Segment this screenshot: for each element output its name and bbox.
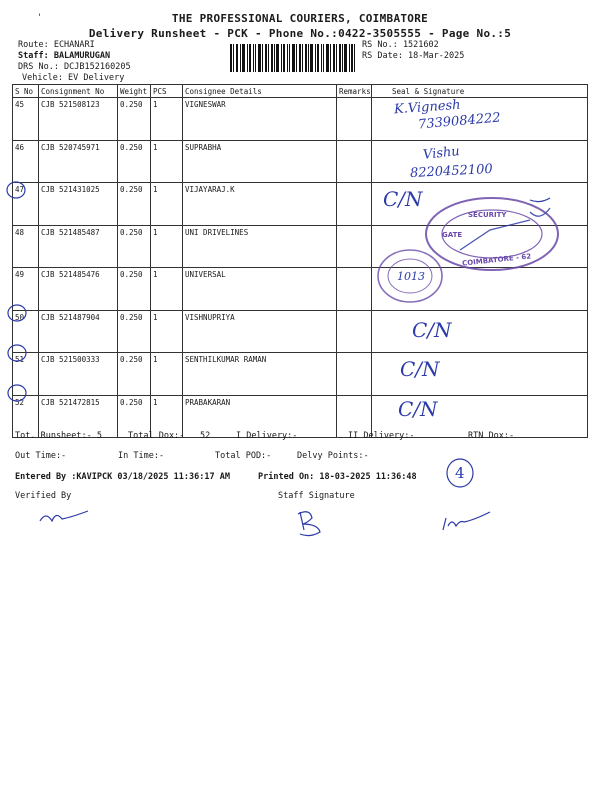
col-header-remarks: Remarks xyxy=(337,85,372,98)
cell-weight: 0.250 xyxy=(118,395,151,438)
cell-consignee: SUPRABHA xyxy=(183,140,337,183)
cell-consignee: SENTHILKUMAR RAMAN xyxy=(183,353,337,396)
cell-weight: 0.250 xyxy=(118,353,151,396)
cell-weight: 0.250 xyxy=(118,98,151,141)
company-title: THE PROFESSIONAL COURIERS, COIMBATORE xyxy=(171,12,429,25)
cell-consignee: VISHNUPRIYA xyxy=(183,310,337,353)
cell-sno: 48 xyxy=(13,225,39,268)
cell-consignment: CJB 521472815 xyxy=(39,395,118,438)
handwritten-phone-45: 7339084222 xyxy=(417,110,502,133)
staff-signature xyxy=(298,512,320,536)
cell-sno: 49 xyxy=(13,268,39,311)
rs-date: RS Date: 18-Mar-2025 xyxy=(362,51,465,61)
cell-sno: 46 xyxy=(13,140,39,183)
tot-runsheet: Tot. Runsheet:- 5 xyxy=(15,431,102,441)
cell-weight: 0.250 xyxy=(118,310,151,353)
cell-consignment: CJB 521500333 xyxy=(39,353,118,396)
drs-number: DRS No.: DCJB152160205 xyxy=(18,62,131,72)
entered-by: Entered By :KAVIPCK 03/18/2025 11:36:17 AM xyxy=(15,472,230,482)
handwritten-name-46: Vishu xyxy=(422,144,461,163)
cell-pcs: 1 xyxy=(151,353,183,396)
total-pod: Total POD:- xyxy=(215,451,272,461)
cell-sno: 52 xyxy=(13,395,39,438)
handwritten-page-number: 4 xyxy=(455,464,465,482)
ii-delivery: II Delivery:- xyxy=(348,431,415,441)
cell-pcs: 1 xyxy=(151,98,183,141)
cell-weight: 0.250 xyxy=(118,183,151,226)
handwritten-name-45: K.Vignesh xyxy=(393,97,462,118)
cell-sno: 50 xyxy=(13,310,39,353)
cell-consignee: PRABAKARAN xyxy=(183,395,337,438)
cell-pcs: 1 xyxy=(151,140,183,183)
handwritten-cn-47: C/N xyxy=(383,187,423,211)
cell-pcs: 1 xyxy=(151,268,183,311)
route-label: Route: ECHANARI xyxy=(18,40,95,50)
handwritten-cn-52: C/N xyxy=(398,397,438,421)
table-row xyxy=(13,140,588,183)
verified-signature xyxy=(40,511,88,521)
cell-consignment: CJB 521485487 xyxy=(39,225,118,268)
other-signature xyxy=(443,512,490,530)
col-header-weight: Weight xyxy=(118,85,151,98)
col-header-pcs: PCS xyxy=(151,85,183,98)
cell-weight: 0.250 xyxy=(118,225,151,268)
stray-mark: ' xyxy=(37,13,43,23)
table-row xyxy=(13,310,588,353)
cell-seal xyxy=(372,310,588,353)
cell-consignment: CJB 521485476 xyxy=(39,268,118,311)
total-dox-value: 52 xyxy=(200,431,211,441)
col-header-consignment: Consignment No xyxy=(39,85,118,98)
verified-by: Verified By xyxy=(15,491,72,501)
cell-pcs: 1 xyxy=(151,225,183,268)
runsheet-subtitle: Delivery Runsheet - PCK - Phone No.:0422-3505555 - Page No.:5 xyxy=(88,27,512,40)
cell-pcs: 1 xyxy=(151,183,183,226)
cell-sno: 51 xyxy=(13,353,39,396)
cell-consignment: CJB 520745971 xyxy=(39,140,118,183)
delvy-points: Delvy Points:- xyxy=(297,451,369,461)
cell-remarks xyxy=(337,310,372,353)
i-delivery: I Delivery:- xyxy=(236,431,298,441)
cell-pcs: 1 xyxy=(151,395,183,438)
cell-remarks xyxy=(337,98,372,141)
handwritten-cn-50: C/N xyxy=(412,318,452,342)
col-header-sno: S No xyxy=(13,85,39,98)
cell-remarks xyxy=(337,225,372,268)
cell-pcs: 1 xyxy=(151,310,183,353)
table-header-row xyxy=(13,85,588,98)
vehicle-label: Vehicle: EV Delivery xyxy=(22,73,125,83)
total-dox-label: Total Dox:- xyxy=(128,431,185,441)
printed-on: Printed On: 18-03-2025 11:36:48 xyxy=(258,472,417,482)
col-header-consignee: Consignee Details xyxy=(183,85,337,98)
cell-consignment: CJB 521487904 xyxy=(39,310,118,353)
handwritten-phone-46: 8220452100 xyxy=(409,161,494,182)
handwritten-cn-51: C/N xyxy=(400,357,440,381)
cell-weight: 0.250 xyxy=(118,140,151,183)
table-row xyxy=(13,98,588,141)
cell-consignee: UNI DRIVELINES xyxy=(183,225,337,268)
cell-remarks xyxy=(337,140,372,183)
barcode xyxy=(230,44,355,72)
round-stamp-signature: 1013 xyxy=(397,270,425,283)
cell-consignment: CJB 521508123 xyxy=(39,98,118,141)
cell-remarks xyxy=(337,183,372,226)
cell-sno: 47 xyxy=(13,183,39,226)
cell-consignee: VIJAYARAJ.K xyxy=(183,183,337,226)
cell-consignee: UNIVERSAL xyxy=(183,268,337,311)
cell-weight: 0.250 xyxy=(118,268,151,311)
in-time: In Time:- xyxy=(118,451,165,461)
staff-signature-label: Staff Signature xyxy=(278,491,355,501)
staff-label: Staff: BALAMURUGAN xyxy=(18,51,111,61)
rtn-dox: RTN Dox:- xyxy=(468,431,515,441)
rs-number: RS No.: 1521602 xyxy=(362,40,439,50)
stamp-top-text: SECURITY xyxy=(468,211,507,219)
table-row xyxy=(13,268,588,311)
col-header-seal: Seal & Signature xyxy=(372,85,588,98)
stamp-center-text: GATE xyxy=(442,231,463,239)
cell-remarks xyxy=(337,353,372,396)
cell-consignee: VIGNESWAR xyxy=(183,98,337,141)
cell-remarks xyxy=(337,268,372,311)
cell-sno: 45 xyxy=(13,98,39,141)
cell-consignment: CJB 521431025 xyxy=(39,183,118,226)
stamp-bottom-text: COIMBATORE - 62 xyxy=(461,252,532,268)
out-time: Out Time:- xyxy=(15,451,67,461)
table-row xyxy=(13,353,588,396)
